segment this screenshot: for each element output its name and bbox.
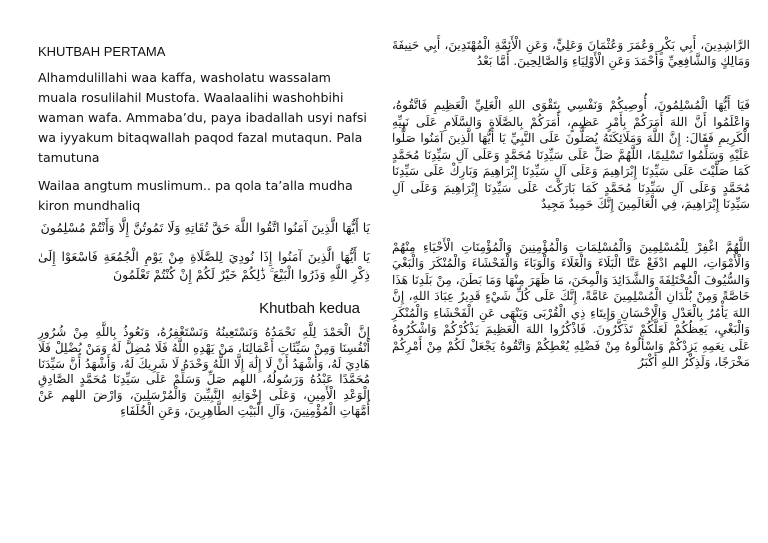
section-heading: KHUTBAH PERTAMA (38, 44, 166, 59)
opening-paragraph: Alhamdulillahi waa kaffa, washolatu wassalam muala rosulilahil Mustofa. Waalaalihi washohbihi waman wafa. Ammaba’du, paya ibadallah usyi nafsi wa iyyakum bitaqwallah paqod fazal mutaqun. Pala tamutuna (38, 70, 367, 165)
arabic-paragraph-3: اللَّهُمَّ اغْفِرْ لِلْمُسْلِمِينَ وَالْمُسْلِمَاتِ وَالْمُؤْمِنِينَ وَالْمُؤْمِنَاتِ الْأَحْيَاءِ مِنْهُمْ وَالْأَمْوَاتِ، اللهم ادْفَعْ عَنَّا الْبَلَاءَ وَالْغَلَاءَ وَالْوَبَاءَ وَالْفَحْشَاءَ وَالْمُنْكَرَ وَالْبَغْيَ وَالسُّيُوفَ الْمُخْتَلِفَةَ وَالشَّدَائِدَ وَالْمِحَنَ، مَا ظَهَرَ مِنْهَا وَمَا بَطَنَ، مِنْ بَلَدِنَا هَذَا خَاصَّةً وَمِنْ بُلْدَانِ الْمُسْلِمِينَ عَامَّةً، إِنَّكَ عَلَى كُلِّ شَيْءٍ قَدِيرٌ عِبَادَ اللهِ، إِنَّ اللهَ يَأْمُرُ بِالْعَدْلِ وَالْإِحْسَانِ وَإِيتَاءِ ذِي الْقُرْبَى وَيَنْهَى عَنِ الْفَحْشَاءِ وَالْمُنْكَرِ وَالْبَغْيِ، يَعِظُكُمْ لَعَلَّكُمْ تَذَكَّرُونَ. فَاذْكُرُوا اللهَ الْعَظِيمَ يَذْكُرْكُمْ وَاشْكُرُوهُ عَلَى نِعَمِهِ يَزِدْكُمْ وَاسْأَلُوهُ مِنْ فَضْلِهِ يُعْطِكُمْ وَاتَّقُوهُ يَجْعَلْ لَكُمْ مِنْ أَمْرِكُمْ مَخْرَجًا، وَلَذِكْرُ اللهِ أَكْبَرُ (392, 239, 750, 369)
quran-verse-1: يَا أَيُّهَا الَّذِينَ آمَنُوا اتَّقُوا اللَّهَ حَقَّ تُقَاتِهِ وَلَا تَمُوتُنَّ إِلَّا وَأَنْتُمْ مُسْلِمُونَ (40, 220, 370, 235)
khutbah-kedua-title: Khutbah kedua (259, 300, 360, 317)
right-column (392, 0, 768, 543)
arabic-paragraph-1: الرَّاشِدِينَ، أَبِي بَكْرٍ وَعُمَرَ وَعُثْمَانَ وَعَلِيٍّ، وَعَنِ الْأَئِمَّةِ الْمُهْتَدِينَ، أَبِي حَنِيفَةَ وَمَالِكٍ وَالشَّافِعِيِّ وَأَحْمَدَ وَعَنِ الْأَوْلِيَاءِ وَالصَّالِحِينَ. أَمَّا بَعْدُ (392, 38, 750, 68)
quran-verse-2: يَا أَيُّهَا الَّذِينَ آمَنُوا إِذَا نُودِيَ لِلصَّلَاةِ مِنْ يَوْمِ الْجُمُعَةِ فَاسْعَوْا إِلَىٰ ذِكْرِ اللَّهِ وَذَرُوا الْبَيْعَ ۚ ذَٰلِكُمْ خَيْرٌ لَكُمْ إِنْ كُنْتُمْ تَعْلَمُونَ (38, 249, 370, 282)
khutbah-kedua-text: إِنَّ الْحَمْدَ لِلَّهِ نَحْمَدُهُ وَنَسْتَعِينُهُ وَنَسْتَغْفِرُهُ، وَنَعُوذُ بِاللَّهِ مِنْ شُرُورِ أَنْفُسِنَا وَمِنْ سَيِّئَاتِ أَعْمَالِنَا، مَنْ يَهْدِهِ اللَّهُ فَلَا مُضِلَّ لَهُ وَمَنْ يُضْلِلْ فَلَا هَادِيَ لَهُ، وَأَشْهَدُ أَنْ لَا إِلَٰهَ إِلَّا اللَّهُ وَحْدَهُ لَا شَرِيكَ لَهُ، وَأَشْهَدُ أَنَّ سَيِّدَنَا مُحَمَّدًا عَبْدُهُ وَرَسُولُهُ، اللهم صَلِّ وَسَلِّمْ عَلَى سَيِّدِنَا مُحَمَّدٍ الصَّادِقِ الْوَعْدِ الْأَمِينِ، وَعَلَى إِخْوَانِهِ النَّبِيِّينَ وَالْمُرْسَلِينَ، وَارْضَ اللهم عَنْ أُمَّهَاتِ الْمُؤْمِنِينَ، وَآلِ الْبَيْتِ الطَّاهِرِينَ، وَعَنِ الْخُلَفَاءِ (38, 325, 370, 418)
verse-intro-paragraph: Wailaa angtum muslimum.. pa qola ta’alla mudha kiron mundhaliq (38, 178, 353, 213)
arabic-paragraph-2: فَيَا أَيُّهَا الْمُسْلِمُونَ، أُوصِيكُمْ وَنَفْسِي بِتَقْوَى اللهِ الْعَلِيِّ الْعَظِيمِ فَاتَّقُوهُ، وَاعْلَمُوا أَنَّ اللهَ أَمَرَكُمْ بِأَمْرٍ عَظِيمٍ، أَمَرَكُمْ بِالصَّلَاةِ وَالسَّلَامِ عَلَى نَبِيِّهِ الْكَرِيمِ فَقَالَ: إِنَّ اللَّهَ وَمَلَائِكَتَهُ يُصَلُّونَ عَلَى النَّبِيِّ يَا أَيُّهَا الَّذِينَ آمَنُوا صَلُّوا عَلَيْهِ وَسَلِّمُوا تَسْلِيمًا، اللَّهُمَّ صَلِّ عَلَى سَيِّدِنَا مُحَمَّدٍ وَعَلَى آلِ سَيِّدِنَا مُحَمَّدٍ كَمَا صَلَّيْتَ عَلَى سَيِّدِنَا إِبْرَاهِيمَ وَعَلَى آلِ سَيِّدِنَا إِبْرَاهِيمَ وَبَارِكْ عَلَى سَيِّدِنَا مُحَمَّدٍ وَعَلَى آلِ سَيِّدِنَا مُحَمَّدٍ كَمَا بَارَكْتَ عَلَى سَيِّدِنَا إِبْرَاهِيمَ وَعَلَى آلِ سَيِّدِنَا إِبْرَاهِيمَ، فِي الْعَالَمِينَ إِنَّكَ حَمِيدٌ مَجِيدٌ (392, 98, 750, 211)
